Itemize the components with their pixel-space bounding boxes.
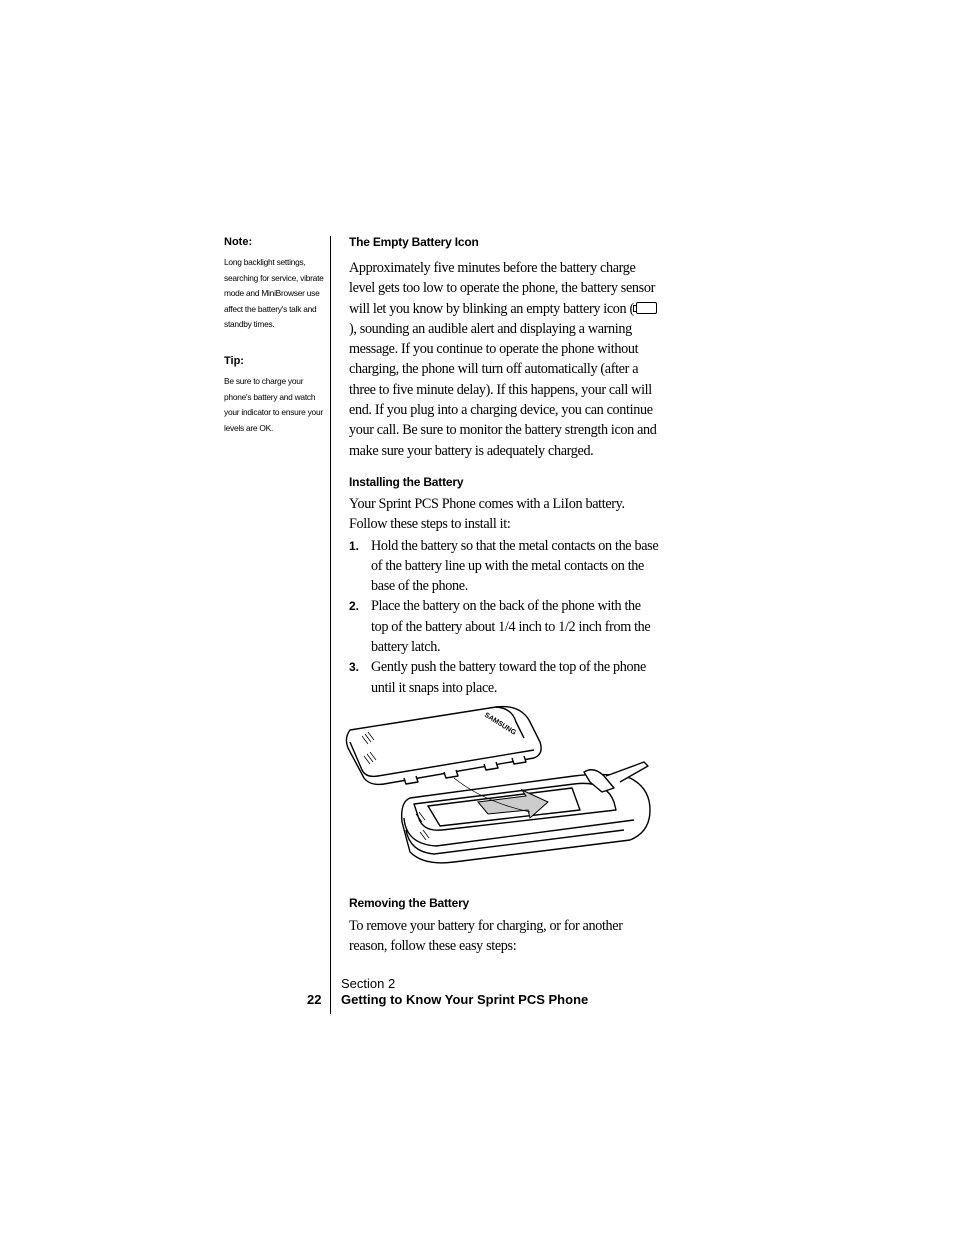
list-item xyxy=(349,657,661,698)
tip-heading: Tip: xyxy=(224,354,244,367)
list-item xyxy=(349,536,661,597)
empty-battery-icon xyxy=(636,302,657,314)
list-item xyxy=(349,596,661,657)
removing-intro: To remove your battery for charging, or for another reason, follow these easy steps: xyxy=(349,918,623,955)
installing-intro: Your Sprint PCS Phone comes with a LiIon battery. Follow these steps to install it: xyxy=(349,495,625,533)
sidebar xyxy=(224,236,326,436)
note-text: Long backlight settings, searching for service, vibrate mode and MiniBrowser use affect the battery's talk and standby times. xyxy=(224,257,324,330)
samsung-logo: SAMSUNG xyxy=(482,711,517,737)
phone-battery-illustration xyxy=(344,702,652,874)
installing-heading: Installing the Battery xyxy=(349,474,464,489)
empty-battery-paragraph xyxy=(349,258,661,461)
battery-install-illustration xyxy=(344,702,652,874)
footer-title: Getting to Know Your Sprint PCS Phone xyxy=(341,992,589,1007)
step-number: 2. xyxy=(349,599,360,614)
empty-battery-text-1: Approximately five minutes before the battery charge level gets too low to operate the phone, the battery sensor will let you know by blinking an empty battery icon ( xyxy=(349,260,655,317)
vertical-divider xyxy=(330,236,331,1014)
empty-battery-text-2: ), sounding an audible alert and displaying a warning message. If you continue to operate the phone without charging, the phone will turn off automatically (after a three to five minute delay). If this happens, your call will end. If you plug into a charging device, you can continue your call. Be sure to monitor the battery strength icon and make sure your battery is adequately charged. xyxy=(349,320,657,459)
step-text: Gently push the battery toward the top of the phone until it snaps into place. xyxy=(371,659,646,696)
empty-battery-heading: The Empty Battery Icon xyxy=(349,235,479,249)
note-heading: Note: xyxy=(224,236,253,248)
tip-text: Be sure to charge your phone's battery and watch your indicator to ensure your levels are OK. xyxy=(224,375,323,433)
step-number: 3. xyxy=(349,660,360,675)
footer-section: Section 2 xyxy=(341,976,396,991)
removing-heading: Removing the Battery xyxy=(349,896,470,910)
page-number: 22 xyxy=(307,992,322,1007)
main-content xyxy=(349,233,661,698)
step-text: Hold the battery so that the metal contacts on the base of the battery line up with the metal contacts on the base of the phone. xyxy=(371,537,659,595)
removing-section xyxy=(349,893,661,957)
step-text: Place the battery on the back of the phone with the top of the battery about 1/4 inch to 1/2 inch from the battery latch. xyxy=(371,598,651,656)
step-number: 1. xyxy=(349,538,360,553)
